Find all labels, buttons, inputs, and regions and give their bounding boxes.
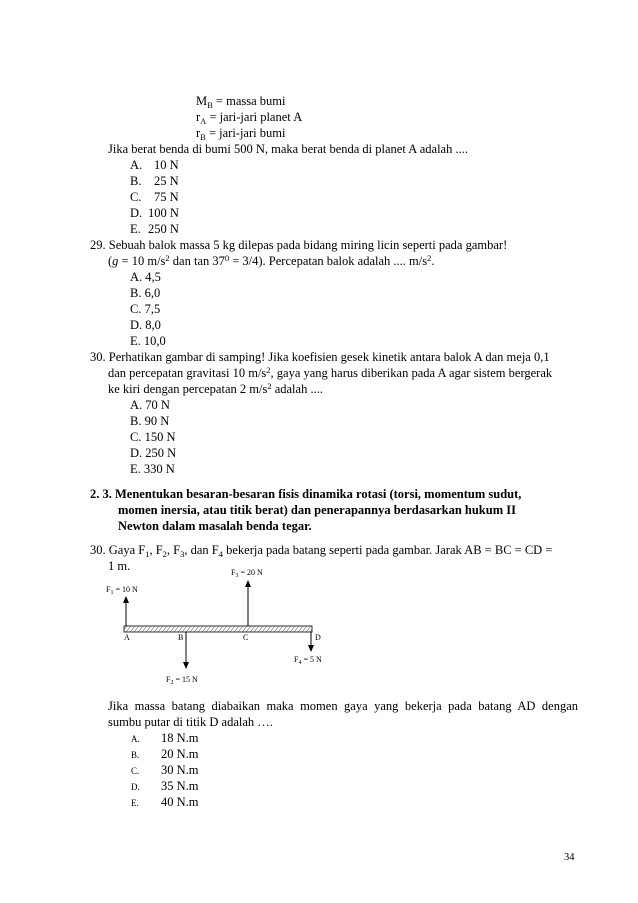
q30a-option-e: E. 330 N (130, 462, 175, 476)
f2-label: $F_2 = 15$ N (166, 675, 198, 686)
q28-stem: Jika berat benda di bumi 500 N, maka berat benda di planet A adalah .... (108, 142, 468, 156)
point-d-label: D (315, 633, 321, 642)
section-heading-line1: 2. 3. Menentukan besaran-besaran fisis dinamika rotasi (torsi, momentum sudut, (90, 487, 522, 501)
q28-option-a: A. 10 N (130, 158, 179, 172)
q30a-option-c: C. 150 N (130, 430, 176, 444)
q30b-line2: 1 m. (108, 559, 131, 573)
q30b-option-c: C. 30 N.m (131, 763, 199, 777)
q30a-option-b: B. 90 N (130, 414, 170, 428)
q29-option-e: E. 10,0 (130, 334, 166, 348)
q30b-stem-line2: sumbu putar di titik D adalah …. (108, 715, 273, 729)
point-a-label: A (124, 633, 130, 642)
q30b-option-b: B. 20 N.m (131, 747, 199, 761)
q29-option-c: C. 7,5 (130, 302, 161, 316)
def-rb: $r_B$ = jari-jari bumi (196, 126, 286, 142)
q29-option-b: B. 6,0 (130, 286, 161, 300)
page-number: 34 (564, 852, 575, 863)
f3-label: $F_3 = 20$ N (231, 568, 263, 579)
def-mb: $M_B$ = massa bumi (196, 94, 286, 110)
point-b-label: B (178, 633, 184, 642)
q30a-option-d: D. 250 N (130, 446, 177, 460)
q30b-option-a: A. 18 N.m (131, 731, 199, 745)
def-ra: $r_A$ = jari-jari planet A (196, 110, 303, 126)
q29-option-d: D. 8,0 (130, 318, 161, 332)
f1-arrow-head (123, 596, 129, 603)
f3-arrow-head (245, 580, 251, 587)
q28-option-e: E. 250 N (130, 222, 179, 236)
q30a-option-a: A. 70 N (130, 398, 170, 412)
section-heading-line2: momen inersia, atau titik berat) dan penerapannya berdasarkan hukum II (118, 503, 516, 517)
rod-ad (124, 626, 312, 632)
q28-option-d: D. 100 N (130, 206, 179, 220)
q29-option-a: A. 4,5 (130, 270, 161, 284)
q30b-stem-line1: Jika massa batang diabaikan maka momen gaya yang bekerja pada batang AD dengan (108, 699, 578, 713)
f1-label: $F_1 = 10$ N (106, 585, 138, 596)
q28-option-b: B. 25 N (130, 174, 179, 188)
f2-arrow-head (183, 662, 189, 669)
section-heading-line3: Newton dalam masalah benda tegar. (118, 519, 312, 533)
q30b-option-e: E. 40 N.m (131, 795, 199, 809)
q29-line2: (g = 10 $m/s^2$ dan $\tan 37^0 = 3/4$). Percepatan balok adalah .... $m/s^2$. (108, 253, 435, 268)
f4-arrow-head (308, 645, 314, 652)
q30a-line2: dan percepatan gravitasi 10 $m/s^2$, gaya yang harus diberikan pada A agar sistem bergerak (108, 365, 553, 380)
point-c-label: C (243, 633, 249, 642)
q30b-option-d: D. 35 N.m (131, 779, 199, 793)
q28-option-c: C. 75 N (130, 190, 179, 204)
q30a-line1: 30. Perhatikan gambar di samping! Jika koefisien gesek kinetik antara balok A dan meja 0,1 (90, 350, 550, 364)
q30a-line3: ke kiri dengan percepatan 2 $m/s^2$ adalah .... (108, 381, 323, 396)
q29-line1: 29. Sebuah balok massa 5 kg dilepas pada bidang miring licin seperti pada gambar! (90, 238, 508, 252)
q30b-line1: 30. Gaya $F_1$, $F_2$, $F_3$, dan $F_4$ bekerja pada batang seperti pada gambar. Jarak AB = BC = CD = (90, 543, 553, 559)
f4-label: $F_4 = 5$ N (294, 655, 322, 666)
